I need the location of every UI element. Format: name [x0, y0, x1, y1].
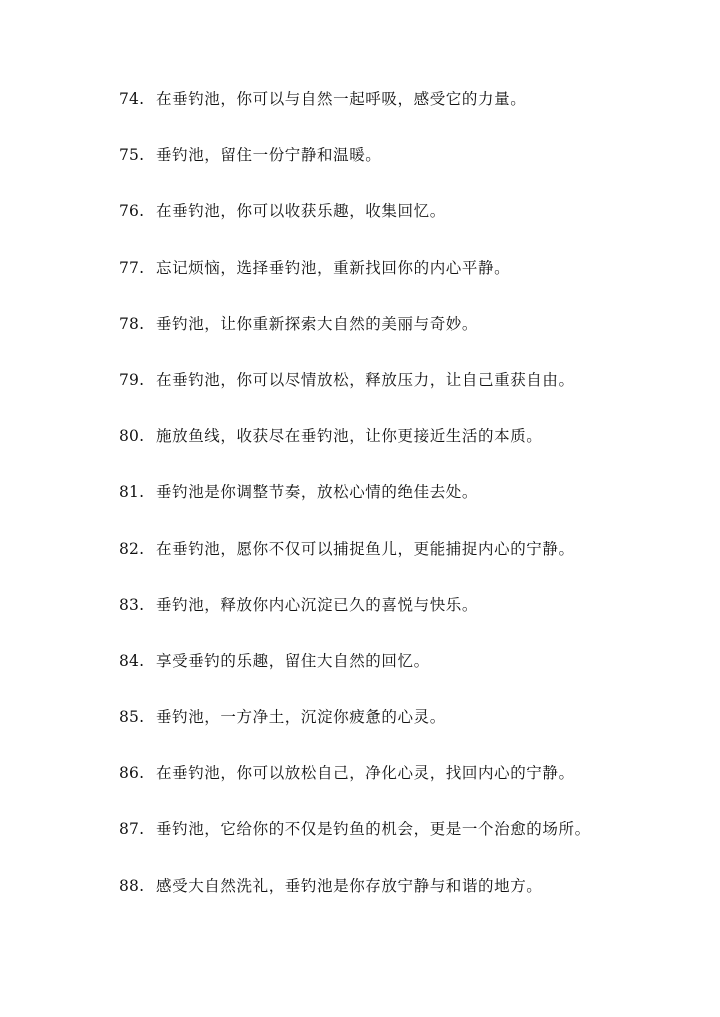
item-text: 在垂钓池，你可以尽情放松，释放压力，让自己重获自由。 — [156, 370, 575, 389]
item-text: 垂钓池是你调整节奏，放松心情的绝佳去处。 — [156, 483, 479, 502]
item-number: 88. — [119, 876, 145, 895]
item-text: 在垂钓池，愿你不仅可以捕捉鱼儿，更能捕捉内心的宁静。 — [156, 539, 575, 558]
list-item — [0, 86, 720, 142]
item-number: 87. — [119, 820, 145, 839]
item-text: 垂钓池，留住一份宁静和温暖。 — [156, 146, 382, 165]
item-text: 在垂钓池，你可以收获乐趣，收集回忆。 — [156, 202, 446, 221]
list-item — [0, 592, 720, 648]
list-item — [0, 367, 720, 423]
item-number: 74. — [119, 90, 145, 108]
list-item — [0, 816, 720, 872]
item-text: 施放鱼线，收获尽在垂钓池，让你更接近生活的本质。 — [156, 427, 543, 446]
item-text: 垂钓池，释放你内心沉淀已久的喜悦与快乐。 — [156, 595, 479, 614]
list-item — [0, 311, 720, 367]
item-number: 77. — [119, 258, 145, 277]
item-text: 享受垂钓的乐趣，留住大自然的回忆。 — [156, 651, 430, 670]
item-number: 79. — [119, 370, 145, 389]
item-number: 85. — [119, 708, 145, 727]
item-number: 86. — [119, 764, 145, 783]
item-text: 感受大自然洗礼，垂钓池是你存放宁静与和谐的地方。 — [156, 876, 543, 895]
item-text: 垂钓池，让你重新探索大自然的美丽与奇妙。 — [156, 314, 479, 333]
item-number: 83. — [119, 595, 145, 614]
item-number: 84. — [119, 651, 145, 670]
list-item — [0, 760, 720, 816]
item-number: 78. — [119, 314, 145, 333]
list-item — [0, 423, 720, 479]
list-item — [0, 142, 720, 198]
list-item — [0, 873, 720, 929]
list-item — [0, 198, 720, 254]
numbered-list — [0, 86, 720, 929]
list-item — [0, 648, 720, 704]
list-item — [0, 704, 720, 760]
item-text: 垂钓池，它给你的不仅是钓鱼的机会，更是一个治愈的场所。 — [156, 820, 591, 839]
list-item — [0, 536, 720, 592]
list-item — [0, 479, 720, 535]
item-number: 76. — [119, 202, 145, 221]
item-number: 82. — [119, 539, 145, 558]
item-number: 81. — [119, 483, 145, 502]
item-text: 在垂钓池，你可以放松自己，净化心灵，找回内心的宁静。 — [156, 764, 575, 783]
item-text: 垂钓池，一方净土，沉淀你疲惫的心灵。 — [156, 708, 446, 727]
list-item — [0, 255, 720, 311]
item-number: 75. — [119, 146, 145, 165]
item-text: 在垂钓池，你可以与自然一起呼吸，感受它的力量。 — [156, 90, 527, 108]
item-number: 80. — [119, 427, 145, 446]
item-text: 忘记烦恼，选择垂钓池，重新找回你的内心平静。 — [156, 258, 511, 277]
